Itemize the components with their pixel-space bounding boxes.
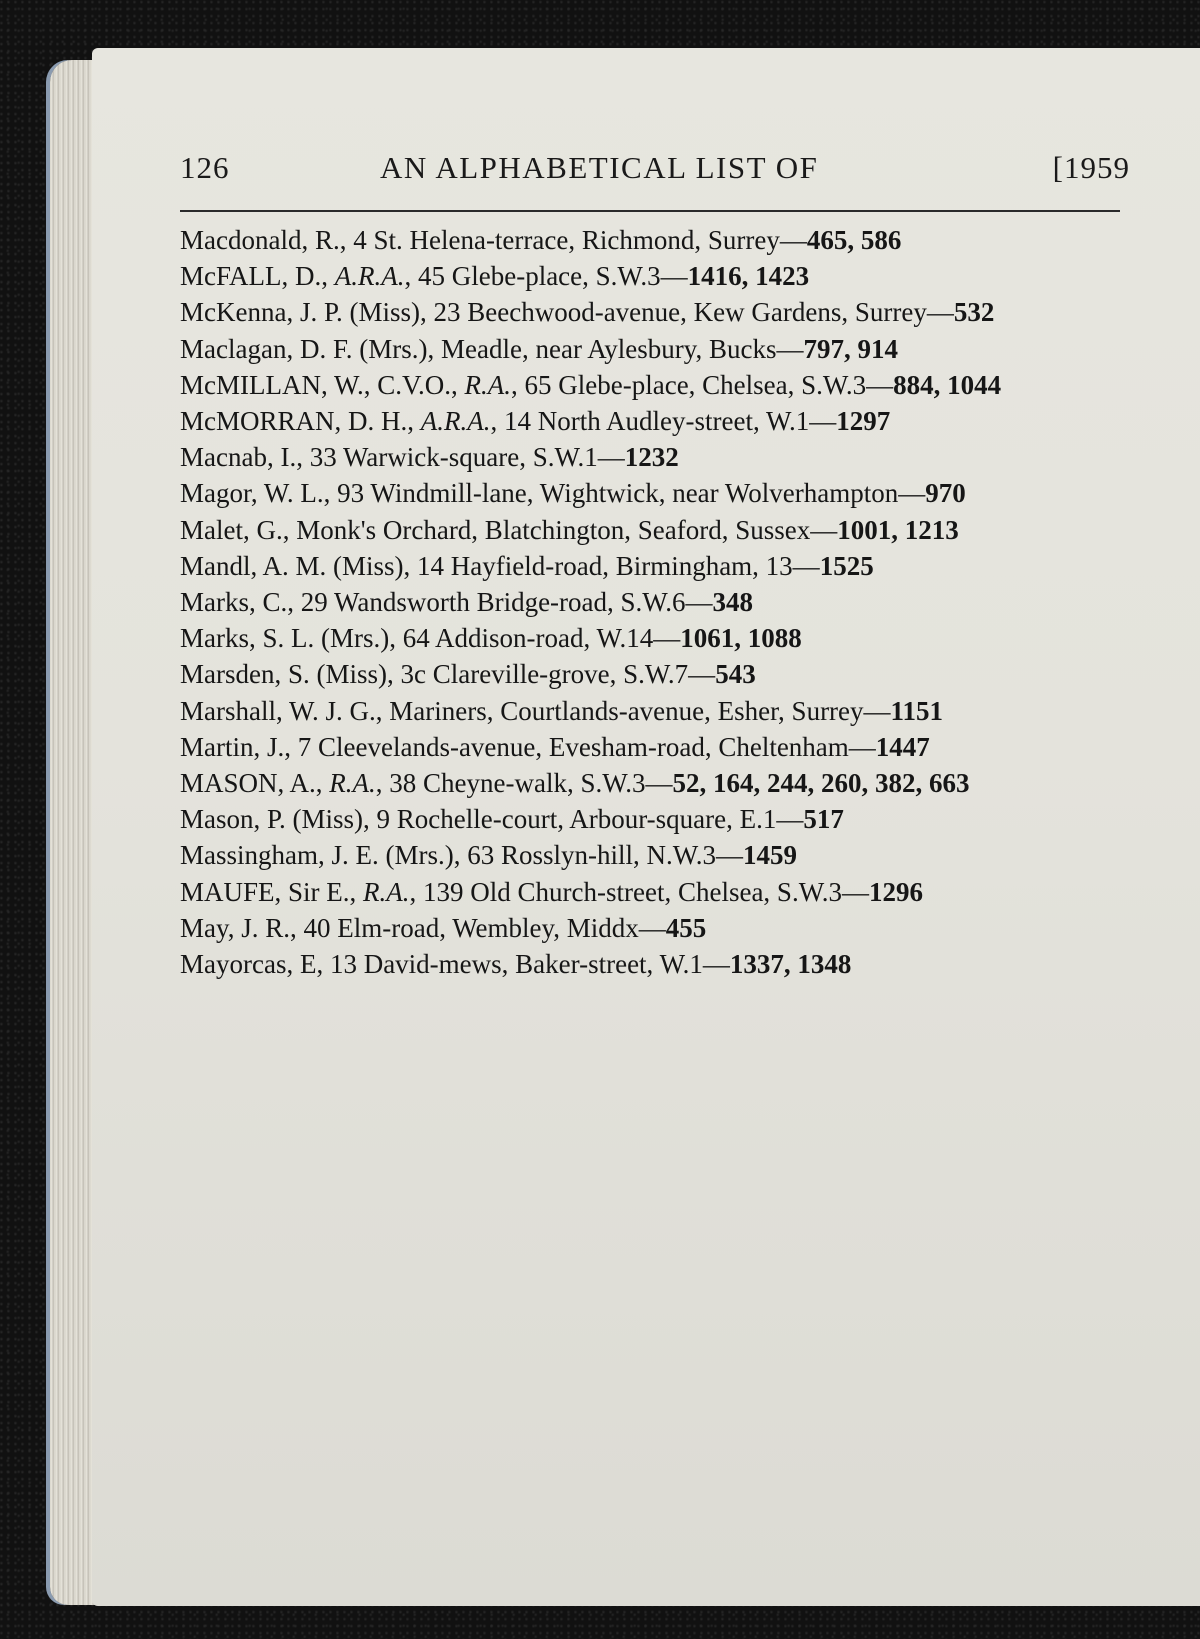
list-entry: Marks, C., 29 Wandsworth Bridge-road, S.W.6—348 xyxy=(180,587,754,618)
list-entry: McKenna, J. P. (Miss), 23 Beechwood-avenue, Kew Gardens, Surrey—532 xyxy=(180,297,995,328)
running-header xyxy=(180,150,1130,194)
list-entry: Massingham, J. E. (Mrs.), 63 Rosslyn-hill, N.W.3—1459 xyxy=(180,840,798,871)
list-entry: May, J. R., 40 Elm-road, Wembley, Middx—455 xyxy=(180,912,707,943)
page-number: 126 xyxy=(180,150,230,185)
list-entry: MAUFE, Sir E., R.A., 139 Old Church-street, Chelsea, S.W.3—1296 xyxy=(180,876,923,907)
list-entry: Mason, P. (Miss), 9 Rochelle-court, Arbour-square, E.1—517 xyxy=(180,804,844,835)
list-entry: Maclagan, D. F. (Mrs.), Meadle, near Aylesbury, Bucks—797, 914 xyxy=(180,333,898,364)
list-entry: McMILLAN, W., C.V.O., R.A., 65 Glebe-place, Chelsea, S.W.3—884, 1044 xyxy=(180,369,1002,400)
running-year: [1959 xyxy=(1052,150,1130,185)
list-entry: Marks, S. L. (Mrs.), 64 Addison-road, W.14—1061, 1088 xyxy=(180,623,802,654)
list-entry: Magor, W. L., 93 Windmill-lane, Wightwick, near Wolverhampton—970 xyxy=(180,478,966,509)
list-entry: Mayorcas, E, 13 David-mews, Baker-street, W.1—1337, 1348 xyxy=(180,949,852,980)
list-entry: Mandl, A. M. (Miss), 14 Hayfield-road, Birmingham, 13—1525 xyxy=(180,550,874,581)
list-entry: McFALL, D., A.R.A., 45 Glebe-place, S.W.3—1416, 1423 xyxy=(180,261,810,292)
list-entry: Malet, G., Monk's Orchard, Blatchington, Seaford, Sussex—1001, 1213 xyxy=(180,514,959,545)
list-entry: McMORRAN, D. H., A.R.A., 14 North Audley-street, W.1—1297 xyxy=(180,406,891,437)
running-title: AN ALPHABETICAL LIST OF xyxy=(380,150,819,185)
list-entry: Martin, J., 7 Cleevelands-avenue, Evesham-road, Cheltenham—1447 xyxy=(180,731,930,762)
header-rule xyxy=(180,210,1120,212)
list-entry: MASON, A., R.A., 38 Cheyne-walk, S.W.3—52, 164, 244, 260, 382, 663 xyxy=(180,768,970,799)
list-entry: Macdonald, R., 4 St. Helena-terrace, Richmond, Surrey—465, 586 xyxy=(180,225,902,255)
list-entry: Macnab, I., 33 Warwick-square, S.W.1—1232 xyxy=(180,442,679,473)
entry-list xyxy=(180,222,1145,982)
list-entry: Marsden, S. (Miss), 3c Clareville-grove, S.W.7—543 xyxy=(180,659,756,690)
list-entry: Marshall, W. J. G., Mariners, Courtlands-avenue, Esher, Surrey—1151 xyxy=(180,695,944,726)
